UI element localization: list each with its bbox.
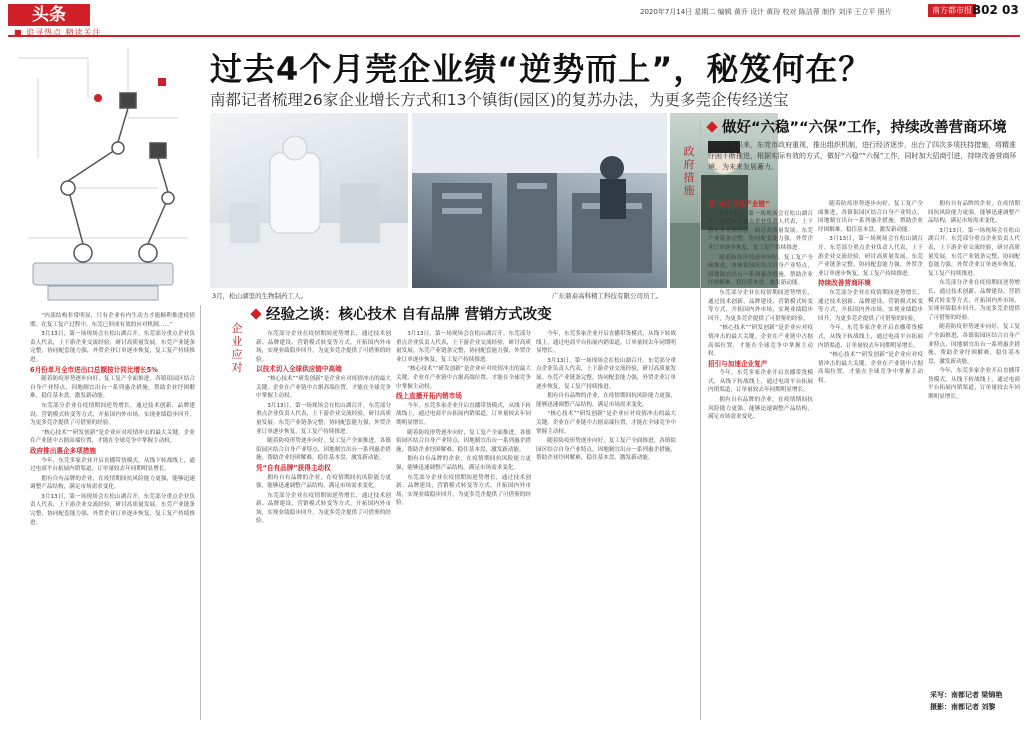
brand-badge: 南方都市报: [928, 4, 976, 17]
gov-col-2: [818, 200, 923, 710]
left-subhead-1: 6月份单月全市进出口总额按计同比增长5%: [30, 365, 158, 374]
ent-text-7: 3月13日，第一场现场会在松山湖召开。东莞部分重点企业负责人代表，上下游企业交流经验，研讨高质量发展。东莞产业链条完整，协同配套能力强，外贸企业订单逐步恢复，复工复产持续推进。: [396, 331, 531, 363]
photo-caption-1: 3月，松山湖里的生物制药工人。: [212, 292, 308, 300]
gov-text-7: 随着防疫形势逐步向好，复工复产全面推进，各镇街园区结合自身产业特点，因地制宜出台一系列惠企措施，帮助企业纾困解难，稳住基本盘，激发新动能。: [818, 201, 923, 233]
gov-text-10: 今年，东莞多家企业开启直播带货模式，从线下转战线上，通过电商平台拓展内销渠道，订单量较去年同期明显增长。: [818, 325, 923, 349]
gov-text-14: 东莞部分企业在疫情期间逆势增长，通过技术创新、品牌建设、营销模式转变等方式，开拓国内外市场，实现业绩稳步回升，为更多莞企提供了可借鉴的经验。: [928, 280, 1020, 321]
lab-photo-art: [210, 113, 408, 288]
factory-photo-art: [412, 113, 667, 288]
top-rule: [8, 35, 1020, 37]
gov-col-3: [928, 200, 1020, 680]
page-subheadline: 南都记者梳理26家企业增长方式和13个镇街(园区)的复苏办法，为更多莞企传经送宝: [210, 91, 789, 109]
gov-text-2: 随着防疫形势逐步向好，复工复产全面推进，各镇街园区结合自身产业特点，因地制宜出台一系列惠企措施，帮助企业纾困解难，稳住基本盘，激发新动能。: [708, 254, 813, 287]
ent-text-15: 拥有自有品牌的企业，在疫情期间抗风险能力更强，能够迅速调整产品结构，满足市场需求变化。: [536, 393, 676, 408]
gov-text-4: “核心技术”“研发创新”是企业应对疫情冲击的最大关键。企业在产业链中占据高端位置，才能在全球竞争中掌握主动权。: [708, 325, 813, 358]
ent-text-4: 随着防疫形势逐步向好，复工复产全面推进，各镇街园区结合自身产业特点，因地制宜出台一系列惠企措施，帮助企业纾困解难，稳住基本盘，激发新动能。: [256, 438, 391, 462]
diamond-icon-2: [250, 308, 261, 319]
gov-intro: 疫情发生以来，东莞市政府重视，推出组织机制，进行经济逐步，出台了四次多项扶持措施，将精准纾困不断推进，根据实际有效的方式，做好“六稳”“六保”工作，同时加大招商引进，持续改善营商环境，为未来发展蓄力。: [708, 141, 1017, 171]
ent-text-10: 随着防疫形势逐步向好，复工复产全面推进，各镇街园区结合自身产业特点，因地制宜出台一系列惠企措施，帮助企业纾困解难，稳住基本盘，激发新动能。: [396, 429, 531, 453]
ent-text-9: 今年，东莞多家企业开启直播带货模式，从线下转战线上，通过电商平台拓展内销渠道，订单量较去年同期明显增长。: [396, 402, 531, 426]
robot-arm-illustration: [8, 38, 198, 308]
lab-photo: [210, 113, 408, 288]
left-divider: [200, 305, 201, 720]
gov-text-12: 拥有自有品牌的企业，在疫情期间抗风险能力更强，能够迅速调整产品结构，满足市场需求变化。: [928, 201, 1020, 225]
ent-text-2: “核心技术”“研发创新”是企业应对疫情冲击的最大关键。企业在产业链中占据高端位置，才能在全球竞争中掌握主动权。: [256, 375, 391, 400]
photo-caption-2: 广东鼎泰高科精工科技有限公司员工。: [552, 292, 663, 300]
ent-text-17: 随着防疫形势逐步向好，复工复产全面推进，各镇街园区结合自身产业特点，因地制宜出台一系列惠企措施，帮助企业纾困解难，稳住基本盘，激发新动能。: [536, 438, 676, 462]
left-text-1: 3月13日，第一场现场会在松山湖召开。东莞部分重点企业负责人代表，上下游企业交流经验，研讨高质量发展。东莞产业链条完整，协同配套能力强，外贸企业订单逐步恢复，复工复产持续推进。: [30, 331, 195, 363]
gov-text-3: 东莞部分企业在疫情期间逆势增长，通过技术创新、品牌建设、营销模式转变等方式，开拓国内外市场，实现业绩稳步回升，为更多莞企提供了可借鉴的经验。: [708, 289, 813, 322]
gov-text-13: 3月13日，第一场现场会在松山湖召开。东莞部分重点企业负责人代表，上下游企业交流经验，研讨高质量发展。东莞产业链条完整，协同配套能力强，外贸企业订单逐步恢复，复工复产持续推进。: [928, 227, 1020, 277]
dateline: 2020年7月14日 星期二 编辑 黄乔 设计 黄玢 校对 陈洁蒂 制作 刘洋 王立平 照片: [640, 8, 892, 16]
ent-text-6: 东莞部分企业在疫情期间逆势增长，通过技术创新、品牌建设、营销模式转变等方式，开拓国内外市场，实现业绩稳步回升，为更多莞企提供了可借鉴的经验。: [256, 492, 391, 525]
factory-photo: [412, 113, 667, 288]
left-text-4: “核心技术”“研发创新”是企业应对疫情冲击的最大关键。企业在产业链中占据高端位置，才能在全球竞争中掌握主动权。: [30, 429, 195, 445]
gov-text-6: 拥有自有品牌的企业，在疫情期间抗风险能力更强，能够迅速调整产品结构，满足市场需求变化。: [708, 397, 813, 421]
section-label-enterprise: 企业应对: [231, 322, 243, 374]
ent-text-8: “核心技术”“研发创新”是企业应对疫情冲击的最大关键。企业在产业链中占据高端位置，才能在全球竞争中掌握主动权。: [396, 366, 531, 390]
section-tag: 头条: [8, 4, 90, 26]
left-text-2: 随着防疫形势逐步向好，复工复产全面推进，各镇街园区结合自身产业特点，因地制宜出台一系列惠企措施，帮助企业纾困解难，稳住基本盘，激发新动能。: [30, 376, 195, 400]
page-headline: 过去4个月莞企业绩“逆势而上”，秘笈何在？: [210, 50, 872, 88]
ent-text-16: “核心技术”“研发创新”是企业应对疫情冲击的最大关键。企业在产业链中占据高端位置，才能在全球竞争中掌握主动权。: [536, 411, 676, 435]
section-label-gov: 政府措施: [683, 145, 695, 197]
page-number: B02 03: [972, 3, 1019, 17]
gov-subhead-3: 招引与加速企业复产: [708, 359, 768, 368]
ent-col-3: [536, 330, 676, 715]
gov-text-1: 3月13日，第一场现场会在松山湖召开。东莞部分重点企业负责人代表，上下游企业交流经验，研讨高质量发展。东莞产业链条完整，协同配套能力强，外贸企业订单逐步恢复，复工复产持续推进。: [708, 210, 813, 251]
gov-subhead-1: 保“电子信息产业链”: [708, 200, 770, 208]
left-lead: “内部结构非常明显，只有企业有内生动力才能顺利推进疫情期。在复工复产过程中，东莞已形成有效的应对机制……”: [30, 313, 195, 328]
ent-subhead-2: 线上直播开拓内销市场: [396, 392, 462, 401]
gov-text-8: 3月13日，第一场现场会在松山湖召开。东莞部分重点企业负责人代表，上下游企业交流经验，研讨高质量发展。东莞产业链条完整，协同配套能力强，外贸企业订单逐步恢复，复工复产持续推进。: [818, 236, 923, 277]
ent-text-12: 东莞部分企业在疫情期间逆势增长，通过技术创新、品牌建设、营销模式转变等方式，开拓国内外市场，实现业绩稳步回升，为更多莞企提供了可借鉴的经验。: [396, 474, 531, 507]
ent-text-11: 拥有自有品牌的企业，在疫情期间抗风险能力更强，能够迅速调整产品结构，满足市场需求变化。: [396, 456, 531, 471]
left-text-5: 今年，东莞多家企业开启直播带货模式，从线下转战线上，通过电商平台拓展内销渠道，订单量较去年同期明显增长。: [30, 457, 195, 473]
gov-col-1: [708, 200, 813, 710]
ent-text-14: 3月13日，第一场现场会在松山湖召开。东莞部分重点企业负责人代表，上下游企业交流经验，研讨高质量发展。东莞产业链条完整，协同配套能力强，外贸企业订单逐步恢复，复工复产持续推进。: [536, 357, 676, 390]
gov-divider: [700, 120, 701, 720]
left-subhead-2: 政府推出惠企多项措施: [30, 446, 96, 455]
section-slogan: ■ 追寻热点 精读关注: [14, 28, 102, 37]
ent-text-3: 3月13日，第一场现场会在松山湖召开。东莞部分重点企业负责人代表，上下游企业交流经验，研讨高质量发展。东莞产业链条完整，协同配套能力强，外贸企业订单逐步恢复，复工复产持续推进。: [256, 402, 391, 435]
ent-subhead-3: 凭“自有品牌”获得主动权: [256, 463, 331, 472]
left-text-7: 3月13日，第一场现场会在松山湖召开。东莞部分重点企业负责人代表，上下游企业交流经验，研讨高质量发展。东莞产业链条完整，协同配套能力强，外贸企业订单逐步恢复，复工复产持续推进。: [30, 493, 195, 526]
left-column: [30, 312, 195, 717]
ent-col-2: [396, 330, 531, 715]
ent-text-1: 东莞部分企业在疫情期间逆势增长，通过技术创新、品牌建设、营销模式转变等方式，开拓国内外市场，实现业绩稳步回升，为更多莞企提供了可借鉴的经验。: [256, 331, 391, 363]
left-text-3: 东莞部分企业在疫情期间逆势增长，通过技术创新、品牌建设、营销模式转变等方式，开拓国内外市场，实现业绩稳步回升，为更多莞企提供了可借鉴的经验。: [30, 402, 195, 427]
ent-col-1: [256, 330, 391, 715]
enterprise-section-title: 经验之谈：核心技术 自有品牌 营销方式改变: [266, 307, 552, 323]
gov-section-title: 做好“六稳”“六保”工作，持续改善营商环境: [722, 120, 1007, 136]
gov-text-16: 今年，东莞多家企业开启直播带货模式，从线下转战线上，通过电商平台拓展内销渠道，订单量较去年同期明显增长。: [928, 368, 1020, 401]
ent-text-13: 今年，东莞多家企业开启直播带货模式，从线下转战线上，通过电商平台拓展内销渠道，订单量较去年同期明显增长。: [536, 331, 676, 355]
ent-text-5: 拥有自有品牌的企业，在疫情期间抗风险能力更强，能够迅速调整产品结构，满足市场需求变化。: [256, 474, 391, 490]
left-text-6: 拥有自有品牌的企业，在疫情期间抗风险能力更强，能够迅速调整产品结构，满足市场需求变化。: [30, 475, 195, 491]
gov-subhead-2: 持续改善营商环境: [818, 279, 871, 288]
byline-writer: 采写：南都记者 梁锦艳: [930, 691, 1003, 699]
gov-text-9: 东莞部分企业在疫情期间逆势增长，通过技术创新、品牌建设、营销模式转变等方式，开拓国内外市场，实现业绩稳步回升，为更多莞企提供了可借鉴的经验。: [818, 289, 923, 322]
gov-text-15: 随着防疫形势逐步向好，复工复产全面推进，各镇街园区结合自身产业特点，因地制宜出台一系列惠企措施，帮助企业纾困解难，稳住基本盘，激发新动能。: [928, 324, 1020, 365]
byline-photo: 摄影：南都记者 刘黎: [930, 703, 996, 711]
ent-subhead-1: 以技术切入全球供应链中高端: [256, 365, 342, 374]
gov-text-5: 今年，东莞多家企业开启直播带货模式，从线下转战线上，通过电商平台拓展内销渠道，订单量较去年同期明显增长。: [708, 370, 813, 394]
gov-text-11: “核心技术”“研发创新”是企业应对疫情冲击的最大关键。企业在产业链中占据高端位置，才能在全球竞争中掌握主动权。: [818, 352, 923, 384]
